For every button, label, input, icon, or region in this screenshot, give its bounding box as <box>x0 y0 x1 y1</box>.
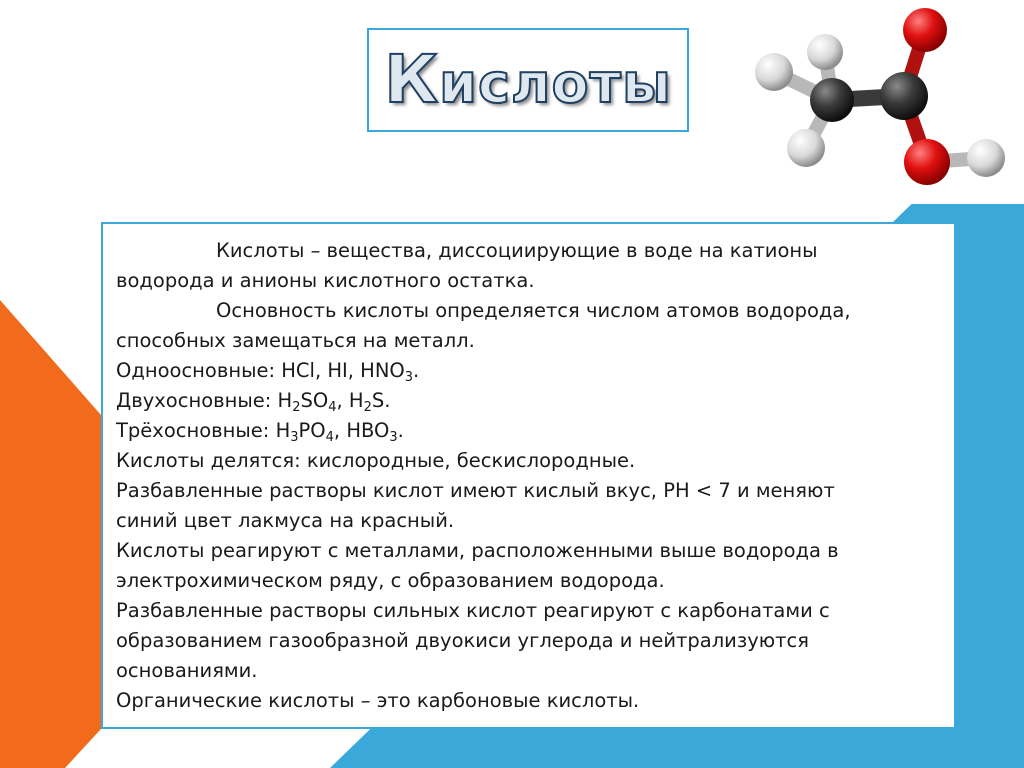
acetic-acid-molecule-icon <box>744 0 1024 204</box>
carbonates-line-3: основаниями. <box>116 659 258 682</box>
subscript: 3 <box>389 430 398 445</box>
tribasic-label: Трёхосновные: <box>116 419 270 442</box>
subscript: 4 <box>328 400 337 415</box>
tribasic-acids <box>116 416 924 446</box>
carbonates-line-1: Разбавленные растворы сильных кислот реагируют с карбонатами с <box>116 599 830 622</box>
subscript: 3 <box>404 370 414 385</box>
monobasic-acids <box>116 356 924 386</box>
basicity-line-1: Основность кислоты определяется числом атомов водорода, <box>216 299 851 322</box>
punct: . <box>413 359 420 382</box>
taste-line-1: Разбавленные растворы кислот имеют кислый вкус, PH < 7 и меняют <box>116 479 835 502</box>
organic-acids-line: Органические кислоты – это карбоновые кислоты. <box>116 689 640 712</box>
definition-line-2: водорода и анионы кислотного остатка. <box>116 269 535 292</box>
definition-line-1: Кислоты – вещества, диссоциирующие в воде на катионы <box>216 239 818 262</box>
metals-line-1: Кислоты реагируют с металлами, расположенными выше водорода в <box>116 539 839 562</box>
formula-part: S. <box>371 389 391 412</box>
classification-line: Кислоты делятся: кислородные, бескислородные. <box>116 449 636 472</box>
subscript: 2 <box>363 400 372 415</box>
formula-part: , H <box>336 389 364 412</box>
subscript: 3 <box>290 430 299 445</box>
formula-part: . <box>397 419 404 442</box>
orange-background-shape <box>0 300 101 768</box>
basicity-line-2: способных замещаться на металл. <box>116 329 475 352</box>
metals-line-2: электрохимическом ряду, с образованием водорода. <box>116 569 665 592</box>
dibasic-acids <box>116 386 924 416</box>
formula-part: H <box>275 419 291 442</box>
formula-part: , HBO <box>333 419 390 442</box>
molecule-image <box>744 0 1024 204</box>
formula-part: PO <box>298 419 326 442</box>
taste-line-2: синий цвет лакмуса на красный. <box>116 509 455 532</box>
formula-part: H <box>277 389 293 412</box>
carbonates-line-2: образованием газообразной двуокиси углерода и нейтрализуются <box>116 629 809 652</box>
monobasic-label: Одноосновные: <box>116 359 276 382</box>
dibasic-label: Двухосновные: <box>116 389 272 412</box>
formula-part: SO <box>300 389 329 412</box>
slide-title: Кислоты <box>384 41 672 118</box>
title-box <box>367 28 689 132</box>
content-box <box>101 222 956 729</box>
monobasic-formulas: HCl, HI, HNO <box>281 359 405 382</box>
subscript: 4 <box>325 430 334 445</box>
subscript: 2 <box>292 400 301 415</box>
